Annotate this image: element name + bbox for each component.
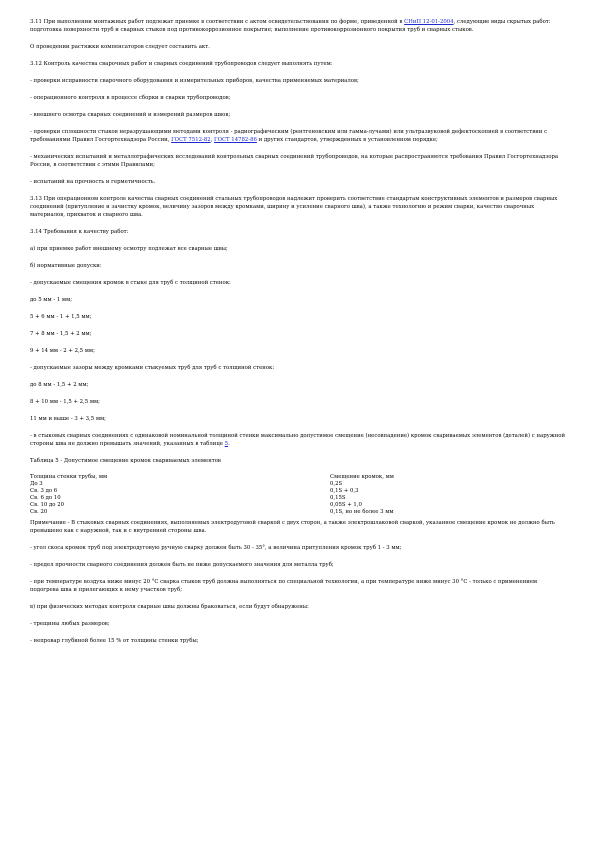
ndt-check-text-end: и других стандартов, утвержденных в установленном порядке; [256,137,438,143]
table-cell-thickness: Св. 3 до 6 [30,488,58,495]
snip-12-01-2004-link[interactable]: СНиП 12-01-2004 [404,19,454,25]
table-note: Примечание - В стыковых сварных соединениях, выполняемых электродуговой сваркой с двух сторон, а также электрошлаковой сваркой, указанное смещение кромок не должно быть превышено как с наружной, так и с внутренней стороны шва. [30,519,555,534]
table-row [30,502,510,509]
edge-offset-item-2: 5 + 6 мм - 1 + 1,5 мм; [30,314,92,320]
table-row [30,509,510,516]
table-header-offset: Смещение кромок, мм [330,474,394,480]
paragraph-3-13: 3.13 При операционном контроле качества сварных соединений стальных трубопроводов надлежит проверить соответствие стандартам конструктивных элементов и размеров сварных соединений (притупление и зачистку кромок, величину зазоров между кромками, ширину и усиление сварного шва), а также технологию и режим сварки, качество сварочных материалов, прихваток и сварного шва. [30,196,558,218]
paragraph-3-12: 3.12 Контроль качества сварочных работ и сварных соединений трубопроводов следует выполнять путем: [30,61,333,67]
edge-offset-table [30,474,510,517]
strength-limit-item: - предел прочности сварного соединения должен быть не ниже допускаемого значения для металла труб; [30,561,334,568]
ndt-check-text: - проверки сплошности стыков неразрушающими методами контроля - радиографическим (рентгеновским или гамма-лучами) или ультразвуковой дефектоскопией в соответствии с требованиями Правил Госгортехнадзора России, [30,129,548,143]
edge-offset-heading: - допускаемые смещения кромок в стыке для труб с толщиной стенок: [30,280,231,286]
ndt-check-comma: , [210,137,213,143]
list-item-strength-tests: - испытаний на прочность и герметичность. [30,179,156,185]
table-header-row [30,474,510,481]
table-cell-offset: 0,15S [330,495,346,502]
gost-7512-82-link[interactable]: ГОСТ 7512-82 [171,137,211,143]
paragraph-3-11 [30,18,567,34]
table-title: Таблица 5 - Допустимое смещение кромок свариваемых элементов [30,458,221,464]
low-temperature-item: - при температуре воздуха ниже минус 20 °С сварка стыков труб должна выполняться по специальной технологии, а при температуре ниже минус 30 °С - только с применением подогрева шва и прилегающих к нему участков труб; [30,578,538,593]
table-header-thickness: Толщина стенки трубы, мм [30,474,108,480]
list-item-visual-inspection: - внешнего осмотра сварных соединений и измерений размеров швов; [30,112,231,118]
bevel-angle-item: - угол скоса кромок труб под электродуговую ручную сварку должен быть 30 - 35°, а величина притупления кромок труб 1 - 3 мм; [30,544,402,551]
gost-14782-86-link[interactable]: ГОСТ 14782-86 [214,137,257,143]
compensator-act-paragraph: О проведении растяжки компенсаторов следует составить акт. [30,44,210,50]
requirement-a: а) при приемке работ внешнему осмотру подлежат все сварные швы; [30,246,228,252]
max-offset-text: - в стыковых сварных соединениях с одинаковой номинальной толщиной стенки максимально допустимое смещение (несовпадение) кромок свариваемых элементов (деталей) с наружной стороны шва не должно превышать значений, указанных в таблице [30,433,566,447]
gap-heading: - допускаемые зазоры между кромками стыкуемых труб для труб с толщиной стенок: [30,365,275,371]
list-item-ndt-check [30,128,567,144]
table-row [30,481,510,488]
gap-item-2: 8 + 10 мм - 1,5 + 2,5 мм; [30,399,100,405]
gap-item-3: 11 мм и выше - 3 + 3,5 мм; [30,416,106,422]
max-offset-paragraph [30,432,567,448]
table-cell-offset: 0,2S [330,481,343,488]
paragraph-3-11-text: 3.11 При выполнении монтажных работ подлежат приемке в соответствии с актом освидетельствования по форме, приведенной в [30,19,403,25]
document-page [30,18,567,654]
list-item-operational-control: - операционного контроля в процессе сборки и сварки трубопроводов; [30,95,231,101]
requirement-b: б) нормативные допуски: [30,263,102,269]
edge-offset-item-3: 7 + 8 мм - 1,5 + 2 мм; [30,331,92,337]
table-cell-thickness: Св. 10 до 20 [30,502,64,509]
list-item-equipment-check: - проверки исправности сварочного оборудования и измерительных приборов, качества применяемых материалов; [30,78,359,84]
table-cell-offset: 0,1S + 0,3 [330,488,359,495]
edge-offset-item-1: до 5 мм - 1 мм; [30,297,73,303]
paragraph-3-11-text-end: , следующие виды скрытых работ: подготовка поверхности труб и сварных стыков под противокоррозионное покрытие; выполнение противокоррозионного покрытия труб и сварных стыков. [30,19,551,33]
max-offset-period: . [228,441,230,447]
list-item-mechanical-tests: - механических испытаний и металлографических исследований контрольных сварных соединений трубопроводов, на которые распространяются требования Правил Госгортехнадзора России, в соответствии с этими Правилами; [30,154,559,168]
defect-lack-of-penetration-item: - непровар глубиной более 15 % от толщины стенки трубы; [30,637,199,644]
defect-cracks-item: - трещины любых размеров; [30,620,110,627]
table-cell-thickness: Св. 6 до 10 [30,495,61,502]
table-row [30,495,510,502]
table-cell-offset: 0,1S, но не более 3 мм [330,509,394,516]
gap-item-1: до 8 мм - 1,5 + 2 мм; [30,382,89,388]
paragraph-3-14: 3.14 Требования к качеству работ: [30,229,129,235]
table-cell-thickness: До 3 [30,481,43,488]
table-5-link[interactable]: 5 [224,441,229,447]
table-row [30,488,510,495]
table-cell-offset: 0,05S + 1,0 [330,502,362,509]
edge-offset-item-4: 9 + 14 мм - 2 + 2,5 мм; [30,348,95,354]
requirement-c: в) при физических методах контроля сварные швы должны браковаться, если будут обнаружены: [30,603,309,610]
table-cell-thickness: Св. 20 [30,509,48,516]
